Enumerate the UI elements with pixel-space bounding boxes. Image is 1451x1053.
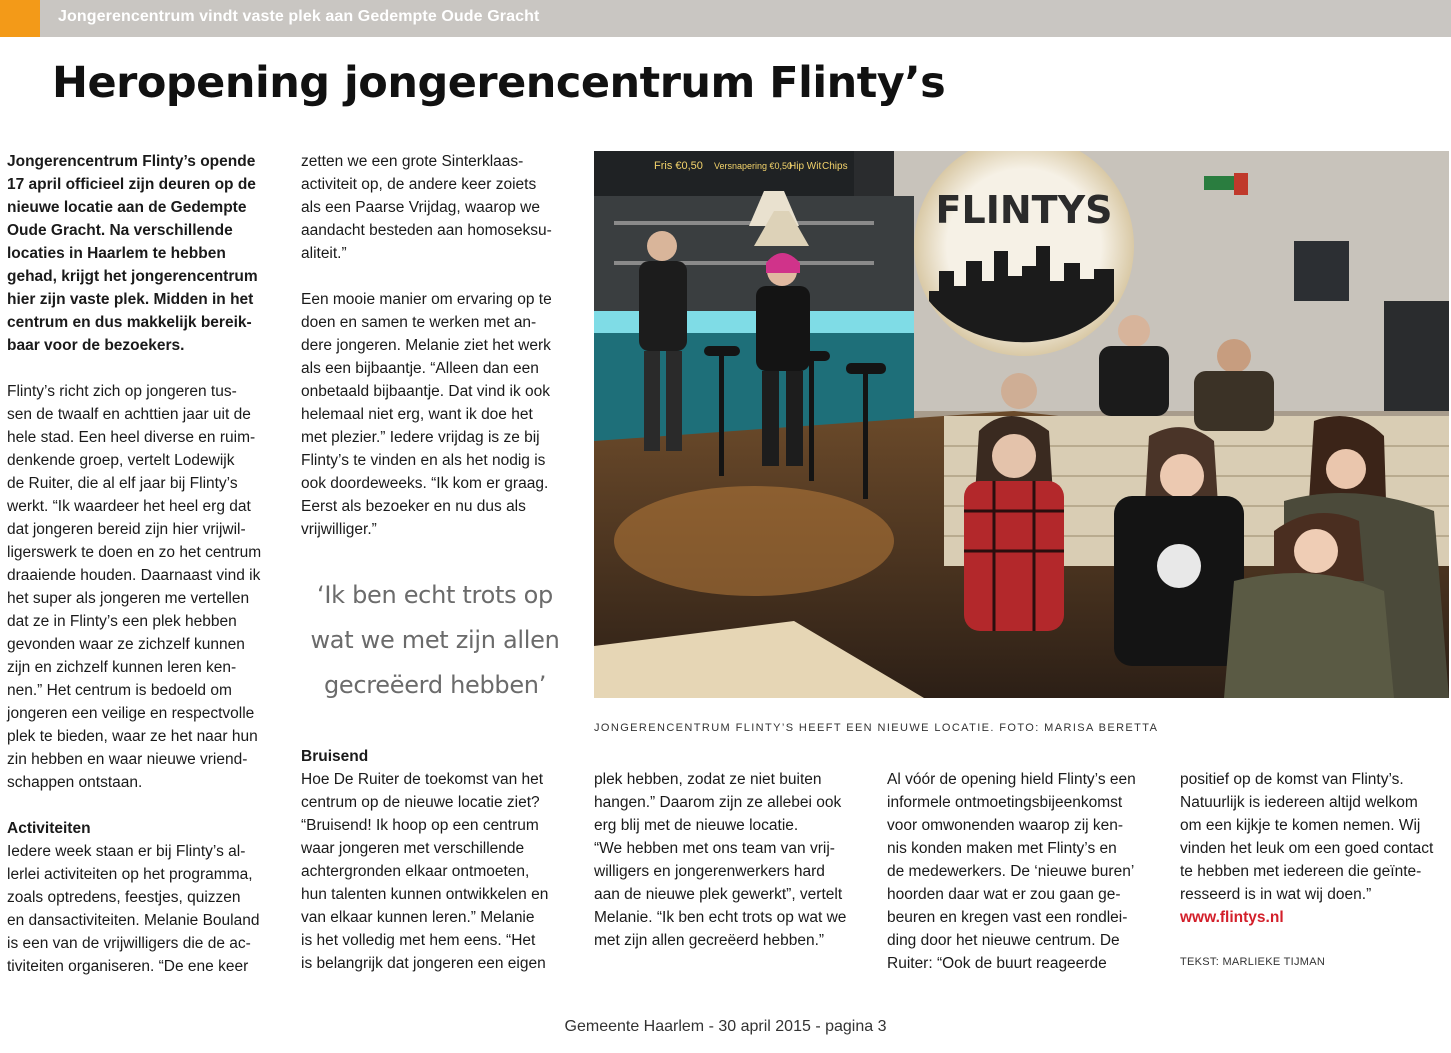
board-item: Hip Wit — [789, 161, 822, 172]
board-item: Chips — [822, 161, 848, 172]
column-1 — [7, 150, 282, 978]
paragraph: zetten we een grote Sinterklaas- activiteit op, de andere keer zoiets als een Paarse Vrijdag, waarop we aandacht besteden aan homoseksu- aliteit.” — [301, 153, 552, 262]
photo-illustration — [594, 151, 1449, 698]
column-2-continued — [301, 745, 573, 975]
section-kicker: Jongerencentrum vindt vaste plek aan Gedempte Oude Gracht — [58, 8, 540, 25]
paragraph: Flinty’s richt zich op jongeren tus- sen de twaalf en achttien jaar uit de hele stad. Een heel diverse en ruim- denkende groep, vertelt Lodewijk de Ruiter, die al elf jaar bij Flinty’s werkt. “Ik waardeer het heel erg dat dat jongeren bereid zijn hier vrijwil- ligerswerk te doen en zo het centrum draaiende houden. Daarnaast vind ik het super als jongeren me vertellen dat ze in Flinty’s een plek hebben gevonden waar ze zichzelf kunnen zijn en zichzelf kunnen leren ken- nen.” Het centrum is bedoeld om jongeren een veilige en respectvolle plek te bieden, waar ze het naar hun zin hebben en waar nieuwe vriend- schappen ontstaan. — [7, 383, 262, 791]
article-photo — [594, 151, 1449, 698]
page-footer: Gemeente Haarlem - 30 april 2015 - pagina 3 — [564, 1018, 887, 1035]
section-bar — [0, 0, 1451, 37]
article-headline: Heropening jongerencentrum Flinty’s — [52, 58, 946, 108]
paragraph: Iedere week staan er bij Flinty’s al- lerlei activiteiten op het programma, zoals optredens, feestjes, quizzen en dansactiviteiten. Melanie Bouland is een van de vrijwilligers die de ac- tiviteiten organiseren. “De ene keer — [7, 843, 260, 975]
column-4 — [887, 768, 1159, 975]
website-link[interactable]: www.flintys.nl — [1180, 909, 1284, 926]
paragraph: plek hebben, zodat ze niet buiten hangen.” Daarom zijn ze allebei ook erg blij met de nieuwe locatie. “We hebben met ons team van vrij- willigers en jongerenwerkers hard aan de nieuwe plek gewerkt”, vertelt Melanie. “Ik ben echt trots op wat we met zijn allen gecreëerd hebben.” — [594, 771, 847, 949]
paragraph: Hoe De Ruiter de toekomst van het centrum op de nieuwe locatie ziet? “Bruisend! Ik hoop op een centrum waar jongeren met verschillende achtergronden elkaar ontmoeten, hun talenten kunnen ontwikkelen en van elkaar kunnen leren.” Melanie is het volledig met hem eens. “Het is belangrijk dat jongeren een eigen — [301, 771, 549, 972]
subheading-activiteiten: Activiteiten — [7, 820, 91, 837]
board-item: Versnapering €0,50 — [714, 161, 793, 171]
paragraph: Al vóór de opening hield Flinty’s een informele ontmoetingsbijeenkomst voor omwonenden waarop zij ken- nis konden maken met Flinty’s en de medewerkers. De ‘nieuwe buren’ hoorden daar wat er zou gaan ge- beuren en kregen vast een rondlei- ding door het nieuwe centrum. De Ruiter: “Ook de buurt reageerde — [887, 771, 1136, 972]
article-lead: Jongerencentrum Flinty’s opende 17 april officieel zijn deuren op de nieuwe locatie aan de Gedempte Oude Gracht. Na verschillende locaties in Haarlem te hebben gehad, krijgt het jongerencentrum hier zijn vaste plek. Midden in het centrum en dus makkelijk bereik- baar voor de bezoekers. — [7, 153, 258, 354]
board-item: Fris €0,50 — [654, 160, 703, 172]
column-2 — [301, 150, 573, 541]
column-3 — [594, 768, 866, 952]
column-5 — [1180, 768, 1450, 974]
flintys-sign-text: FLINTYS — [935, 188, 1113, 232]
paragraph: Een mooie manier om ervaring op te doen en samen te werken met an- dere jongeren. Melanie ziet het werk als een bijbaantje. “Alleen dan een onbetaald bijbaantje. Dat vind ik ook helemaal niet erg, want ik doe het met plezier.” Iedere vrijdag is ze bij Flinty’s te vinden en als het nodig is ook doordeweeks. “Ik kom er graag. Eerst als bezoeker en nu dus als vrijwilliger.” — [301, 291, 552, 538]
author-credit: TEKST: MARLIEKE TIJMAN — [1180, 956, 1326, 968]
photo-caption: JONGERENCENTRUM FLINTY’S HEEFT EEN NIEUWE LOCATIE. FOTO: MARISA BERETTA — [594, 722, 1159, 734]
section-accent-block — [0, 0, 40, 37]
pull-quote: ‘Ik ben echt trots op wat we met zijn allen gecreëerd hebben’ — [310, 581, 560, 699]
subheading-bruisend: Bruisend — [301, 748, 369, 765]
paragraph: positief op de komst van Flinty’s. Natuurlijk is iedereen altijd welkom om een kijkje te komen nemen. Wij vinden het leuk om een goed contact te hebben met iedereen die geïnte- resseerd is in wat wij doen.” — [1180, 771, 1434, 903]
